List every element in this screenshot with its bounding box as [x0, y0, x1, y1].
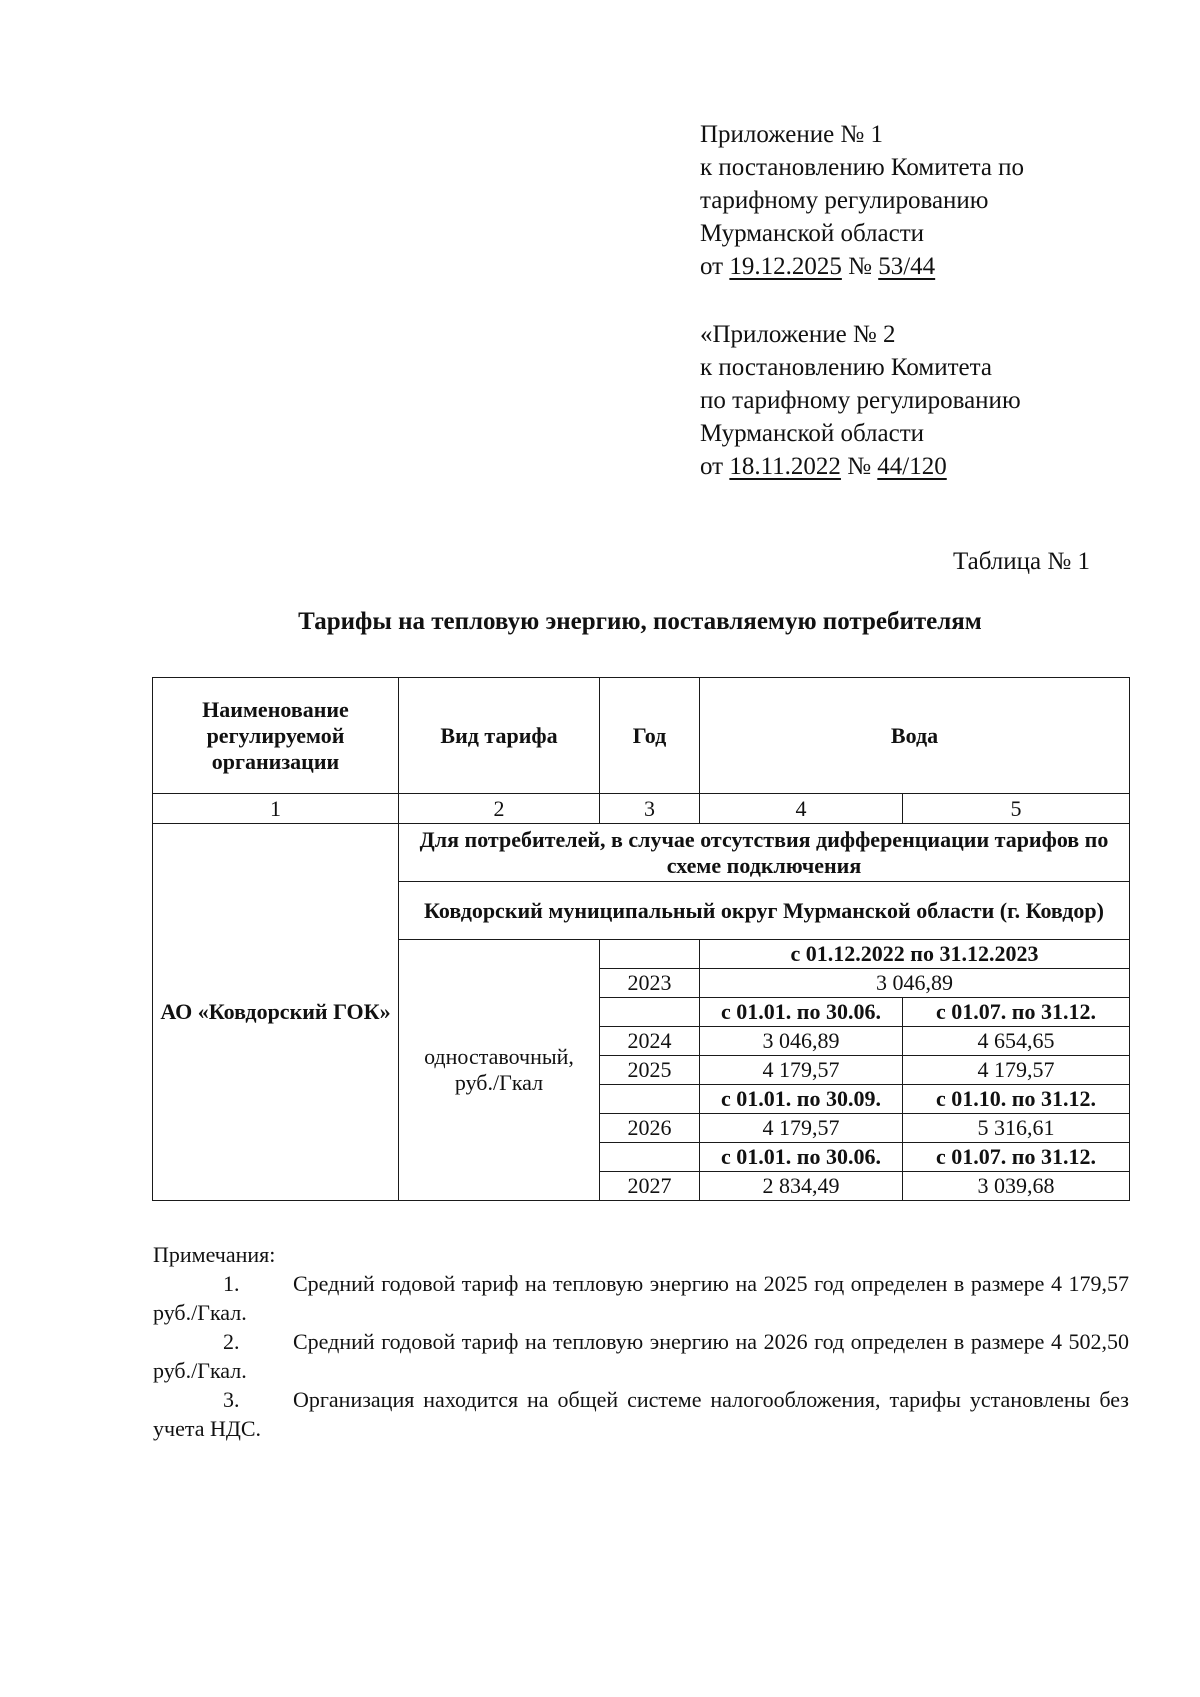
- note-number: 2.: [223, 1329, 240, 1354]
- year-cell: 2025: [600, 1056, 700, 1085]
- header-org: Наименование регулируемой организации: [153, 678, 399, 794]
- period-cell: с 01.07. по 31.12.: [903, 998, 1130, 1027]
- column-number: 1: [153, 794, 399, 824]
- appendix-2-date: 18.11.2022: [729, 453, 841, 480]
- note-text: Средний годовой тариф на тепловую энергию на 2026 год определен в размере 4 502,50 руб./Гкал.: [153, 1329, 1129, 1383]
- period-cell: с 01.01. по 30.06.: [700, 1143, 903, 1172]
- appendix-1-reference: [700, 118, 1024, 283]
- year-cell-empty: [600, 1085, 700, 1114]
- appendix-1-num-sign: №: [848, 253, 872, 280]
- year-cell: 2024: [600, 1027, 700, 1056]
- note-number: 1.: [223, 1271, 240, 1296]
- note-item: [153, 1385, 1129, 1443]
- value-cell: 4 179,57: [903, 1056, 1130, 1085]
- appendix-2-line-4: Мурманской области: [700, 420, 925, 447]
- page-title: Тарифы на тепловую энергию, поставляемую потребителям: [298, 608, 982, 635]
- organization-name: АО «Ковдорский ГОК»: [153, 824, 399, 1201]
- period-2023: с 01.12.2022 по 31.12.2023: [700, 940, 1130, 969]
- notes-heading: Примечания:: [153, 1242, 276, 1267]
- appendix-1-line-3: тарифному регулированию: [700, 187, 989, 214]
- header-water: Вода: [700, 678, 1130, 794]
- tariff-table: [152, 677, 1130, 1201]
- table-row: [153, 824, 1130, 882]
- column-number: 4: [700, 794, 903, 824]
- appendix-1-line-1: Приложение № 1: [700, 121, 884, 148]
- table-number: Таблица № 1: [952, 548, 1090, 575]
- header-year: Год: [600, 678, 700, 794]
- appendix-1-date: 19.12.2025: [729, 253, 842, 280]
- year-cell: 2027: [600, 1172, 700, 1201]
- value-cell: 4 654,65: [903, 1027, 1130, 1056]
- year-cell-empty: [600, 998, 700, 1027]
- appendix-2-number: 44/120: [877, 453, 947, 480]
- header-tariff-type: Вид тарифа: [399, 678, 600, 794]
- note-item: [153, 1269, 1129, 1327]
- appendix-2-line-2: к постановлению Комитета: [700, 354, 992, 381]
- period-cell: с 01.10. по 31.12.: [903, 1085, 1130, 1114]
- year-cell: 2026: [600, 1114, 700, 1143]
- column-number: 2: [399, 794, 600, 824]
- appendix-1-line-2: к постановлению Комитета по: [700, 154, 1025, 181]
- appendix-2-date-line: [700, 450, 1021, 483]
- appendix-2-reference: [700, 318, 1021, 483]
- period-cell: с 01.01. по 30.06.: [700, 998, 903, 1027]
- value-cell: 4 179,57: [700, 1056, 903, 1085]
- note-number: 3.: [223, 1387, 240, 1412]
- year-cell-empty: [600, 1143, 700, 1172]
- value-cell: 2 834,49: [700, 1172, 903, 1201]
- column-number-row: [153, 794, 1130, 824]
- year-cell-empty: [600, 940, 700, 969]
- notes-section: [153, 1240, 1129, 1443]
- column-number: 5: [903, 794, 1130, 824]
- value-cell: 4 179,57: [700, 1114, 903, 1143]
- appendix-1-date-line: [700, 250, 1024, 283]
- appendix-1-line-4: Мурманской области: [700, 220, 925, 247]
- appendix-2-line-1: «Приложение № 2: [700, 321, 896, 348]
- appendix-1-number: 53/44: [878, 253, 936, 280]
- note-item: [153, 1327, 1129, 1385]
- note-text: Организация находится на общей системе налогообложения, тарифы установлены без учета НДС.: [153, 1387, 1129, 1441]
- value-cell: 3 046,89: [700, 1027, 903, 1056]
- period-cell: с 01.07. по 31.12.: [903, 1143, 1130, 1172]
- period-cell: с 01.01. по 30.09.: [700, 1085, 903, 1114]
- appendix-1-prefix: от: [700, 253, 724, 280]
- value-cell: 3 039,68: [903, 1172, 1130, 1201]
- table-header-row: [153, 678, 1130, 794]
- appendix-2-prefix: от: [700, 453, 724, 480]
- consumers-note: Для потребителей, в случае отсутствия дифференциации тарифов по схеме подключения: [399, 824, 1130, 882]
- tariff-kind: одноставочный, руб./Гкал: [399, 940, 600, 1201]
- appendix-2-num-sign: №: [847, 453, 872, 480]
- note-text: Средний годовой тариф на тепловую энергию на 2025 год определен в размере 4 179,57 руб./Гкал.: [153, 1271, 1129, 1325]
- territory: Ковдорский муниципальный округ Мурманской области (г. Ковдор): [399, 882, 1130, 940]
- year-cell: 2023: [600, 969, 700, 998]
- value-cell: 3 046,89: [700, 969, 1130, 998]
- appendix-2-line-3: по тарифному регулированию: [700, 387, 1021, 414]
- column-number: 3: [600, 794, 700, 824]
- value-cell: 5 316,61: [903, 1114, 1130, 1143]
